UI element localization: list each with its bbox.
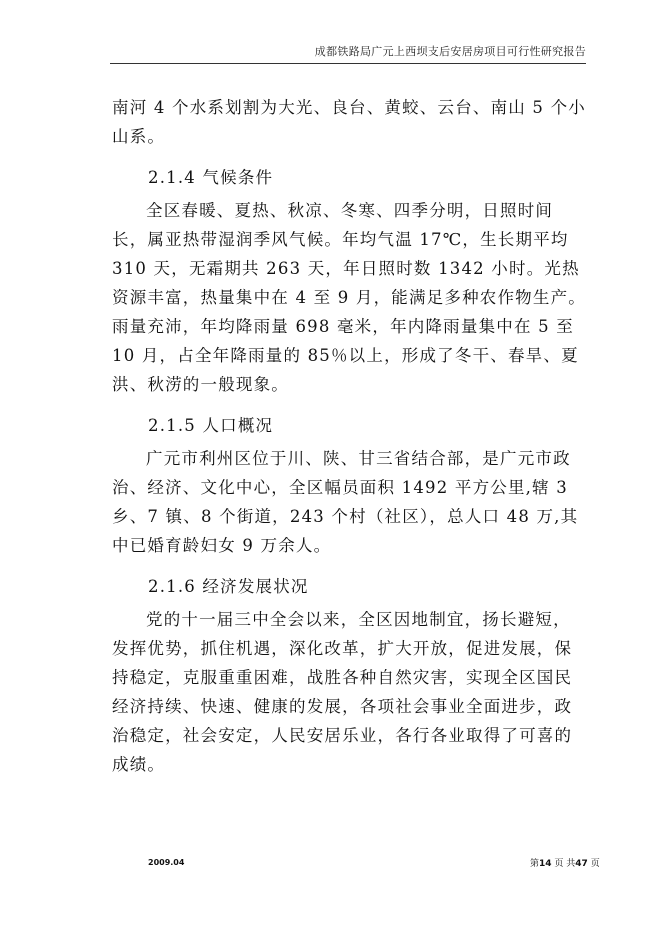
page-suffix: 页: [590, 859, 600, 869]
economy-paragraph: 党的十一届三中全会以来，全区因地制宜，扬长避短，发挥优势，抓住机遇，深化改革，扩大开放，促进发展，保持稳定，克服重重困难，战胜各种自然灾害，实现全区国民经济持续、快速、健康的发展，各项社会事业全面进步，政治稳定，社会安定，人民安居乐业，各行各业取得了可喜的成绩。: [112, 610, 573, 774]
section-heading-climate: 2.1.4 气候条件: [148, 168, 274, 187]
page-prefix: 第: [530, 859, 540, 869]
page-body: [112, 93, 588, 779]
page-number: 14: [539, 859, 552, 869]
page-middle: 页 共: [554, 859, 576, 869]
intro-paragraph: 南河 4 个水系划割为大光、良台、黄蛟、云台、南山 5 个小山系。: [112, 98, 586, 146]
header-rule: [110, 63, 586, 64]
footer-page-counter: [530, 856, 600, 869]
running-header: 成都铁路局广元上西坝支后安居房项目可行性研究报告: [314, 45, 586, 58]
section-heading-economy: 2.1.6 经济发展状况: [148, 577, 309, 596]
footer-date: 2009.04: [148, 858, 185, 867]
climate-paragraph: 全区春暖、夏热、秋凉、冬寒、四季分明，日照时间长，属亚热带湿润季风气候。年均气温 17℃，生长期平均 310 天，无霜期共 263 天，年日照时数 1342 小时。光热资源丰富，热量集中在 4 至 9 月，能满足多种农作物生产。雨量充沛，年均降雨量 698 毫米，年内降雨量集中在 5 至 10 月，占全年降雨量的 85％以上，形成了冬干、春旱、夏洪、秋涝的一般现象。: [112, 201, 586, 394]
population-paragraph: 广元市利州区位于川、陕、甘三省结合部，是广元市政治、经济、文化中心，全区幅员面积 1492 平方公里,辖 3 乡、7 镇、8 个街道，243 个村（社区），总人口 48 万,其中已婚育龄妇女 9 万余人。: [112, 449, 579, 555]
total-pages: 47: [575, 859, 588, 869]
section-heading-population: 2.1.5 人口概况: [148, 416, 274, 435]
